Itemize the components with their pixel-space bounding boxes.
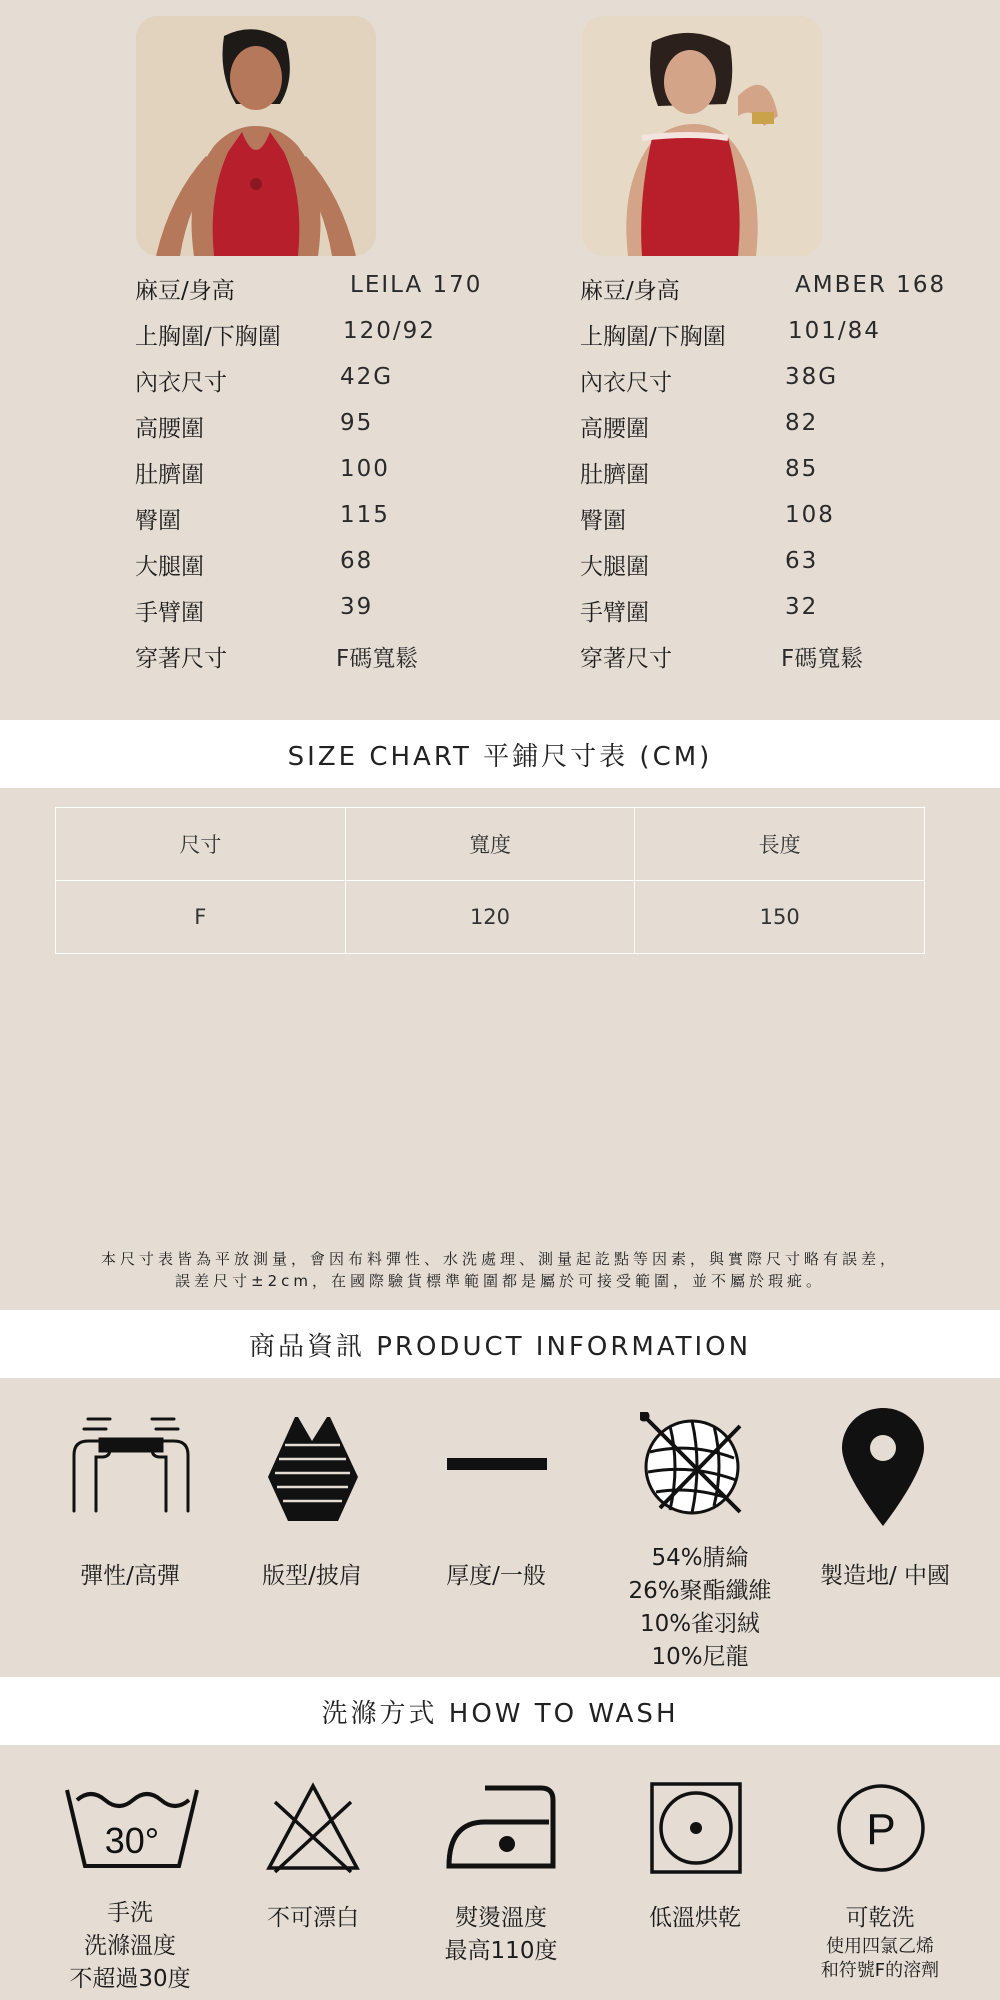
measure-value: 32 (785, 594, 819, 620)
measure-label: 肚臍圍 (580, 462, 649, 488)
measure-label: 高腰圍 (580, 416, 649, 442)
measure-value: 100 (340, 456, 390, 482)
caption-small-line: 使用四氯乙烯 (826, 1936, 934, 1957)
wash-caption (426, 1902, 576, 1968)
caption-line: 不可漂白 (267, 1905, 359, 1931)
measure-label: 上胸圍/下胸圍 (580, 324, 726, 350)
caption-line: 10%尼龍 (651, 1644, 749, 1670)
caption-line: 可乾洗 (845, 1905, 915, 1931)
product-info-caption (600, 1542, 800, 1674)
measure-label: 上胸圍/下胸圍 (135, 324, 281, 350)
measure-label: 麻豆/身高 (135, 278, 235, 304)
measurement-note-line-2: 誤差尺寸±2cm，在國際驗貨標準範圍都是屬於可接受範圍，並不屬於瑕疵。 (175, 1272, 825, 1290)
measure-label: 內衣尺寸 (580, 370, 672, 396)
location-pin-icon (842, 1408, 924, 1530)
measure-label: 手臂圍 (135, 600, 204, 626)
caption-line: 手洗 (107, 1900, 153, 1926)
wash-temperature-text: 30° (104, 1820, 160, 1861)
measure-label: 大腿圍 (580, 554, 649, 580)
wash-title: 洗滌方式 HOW TO WASH (321, 1698, 679, 1729)
size-chart-heading (0, 720, 1000, 788)
tumble-dry-low-icon (650, 1782, 742, 1878)
measure-value: 108 (785, 502, 835, 528)
caption-line: 厚度/一般 (446, 1563, 546, 1589)
measure-value: 120/92 (343, 318, 436, 344)
table-row (56, 881, 925, 954)
model-photo-leila (136, 16, 376, 256)
measure-value: 38G (785, 364, 839, 390)
measure-value: 101/84 (788, 318, 881, 344)
measure-value: 115 (340, 502, 390, 528)
measure-label: 臀圍 (135, 508, 181, 534)
caption-line: 不超過30度 (69, 1966, 191, 1992)
product-info-title: 商品資訊 PRODUCT INFORMATION (248, 1331, 752, 1362)
model-photo-amber (582, 16, 822, 256)
measure-value: 39 (340, 594, 374, 620)
wash-caption (55, 1897, 205, 1996)
table-cell: F (56, 881, 346, 954)
table-cell: 120 (345, 881, 635, 954)
iron-icon (445, 1782, 557, 1876)
table-header-cell: 寬度 (345, 808, 635, 881)
measure-label: 穿著尺寸 (580, 646, 672, 672)
caption-line: 彈性/高彈 (80, 1563, 180, 1589)
measure-label: 高腰圍 (135, 416, 204, 442)
size-chart-title: SIZE CHART 平鋪尺寸表 (CM) (287, 741, 713, 772)
thickness-line-icon (447, 1455, 547, 1474)
caption-line: 26%聚酯纖維 (628, 1578, 772, 1604)
caption-line: 製造地/ 中國 (819, 1563, 951, 1589)
measure-label: 麻豆/身高 (580, 278, 680, 304)
wash-heading (0, 1677, 1000, 1745)
product-info-caption (800, 1560, 970, 1593)
caption-line: 54%腈綸 (651, 1545, 749, 1571)
product-info-caption (237, 1560, 387, 1593)
table-cell: 150 (635, 881, 925, 954)
stretch-icon (70, 1415, 192, 1519)
dry-clean-icon (835, 1782, 927, 1878)
dry-clean-letter: P (866, 1805, 896, 1854)
measure-value: 63 (785, 548, 819, 574)
product-info-heading (0, 1310, 1000, 1378)
measure-label: 臀圍 (580, 508, 626, 534)
measure-value: 82 (785, 410, 819, 436)
caption-line: 10%雀羽絨 (639, 1611, 761, 1637)
measure-label: 內衣尺寸 (135, 370, 227, 396)
caption-line: 熨燙溫度 (455, 1905, 547, 1931)
wash-caption (620, 1902, 770, 1935)
yarn-ball-icon (640, 1412, 750, 1526)
measurement-note-line-1: 本尺寸表皆為平放測量，會因布料彈性、水洗處理、測量起訖點等因素，與實際尺寸略有誤差， (100, 1250, 899, 1268)
measure-value: 42G (340, 364, 394, 390)
measure-value: 95 (340, 410, 374, 436)
no-bleach-icon (265, 1782, 361, 1878)
measure-value: F碼寬鬆 (781, 646, 864, 672)
caption-line: 最高110度 (444, 1938, 558, 1964)
measure-value: F碼寬鬆 (336, 646, 419, 672)
caption-line: 洗滌溫度 (84, 1933, 176, 1959)
measure-value: 85 (785, 456, 819, 482)
wash-caption (238, 1902, 388, 1935)
wash-caption (800, 1902, 960, 1983)
table-header-row (56, 808, 925, 881)
measure-value: LEILA 170 (350, 272, 483, 298)
measure-label: 大腿圍 (135, 554, 204, 580)
measure-value: 68 (340, 548, 374, 574)
product-info-caption (55, 1560, 205, 1593)
table-header-cell: 長度 (635, 808, 925, 881)
measure-label: 手臂圍 (580, 600, 649, 626)
shawl-icon (265, 1415, 360, 1529)
caption-line: 低溫烘乾 (649, 1905, 741, 1931)
caption-line: 版型/披肩 (262, 1563, 362, 1589)
table-header-cell: 尺寸 (56, 808, 346, 881)
product-info-caption (421, 1560, 571, 1593)
hand-wash-icon (65, 1786, 199, 1874)
measure-label: 穿著尺寸 (135, 646, 227, 672)
measure-value: AMBER 168 (795, 272, 947, 298)
size-chart-table (55, 807, 925, 954)
caption-small-line: 和符號F的溶劑 (820, 1960, 940, 1981)
measure-label: 肚臍圍 (135, 462, 204, 488)
